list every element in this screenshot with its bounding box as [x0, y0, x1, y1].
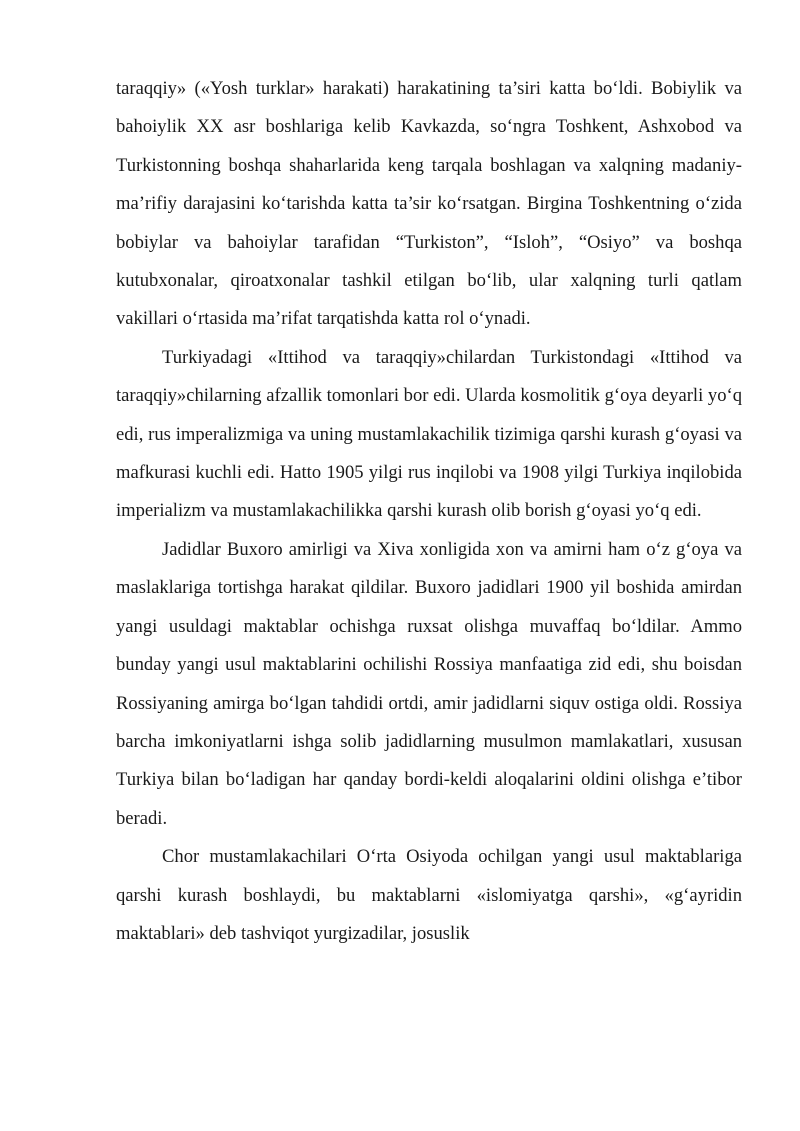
- paragraph-3: Jadidlar Buxoro amirligi va Xiva xonligida xon va amirni ham o‘z g‘oya va maslaklariga tortishga harakat qildilar. Buxoro jadidlari 1900 yil boshida amirdan yangi usuldagi maktablar ochishga ruxsat olishga muvaffaq bo‘ldilar. Ammo bunday yangi usul maktablarini ochilishi Rossiya manfaatiga zid edi, shu boisdan Rossiyaning amirga bo‘lgan tahdidi ortdi, amir jadidlarni siquv ostiga oldi. Rossiya barcha imkoniyatlarni ishga solib jadidlarning musulmon mamlakatlari, xususan Turkiya bilan bo‘ladigan har qanday bordi-keldi aloqalarini oldini olishga e’tibor beradi.: [116, 538, 742, 829]
- paragraph-2: Turkiyadagi «Ittihod va taraqqiy»chilardan Turkistondagi «Ittihod va taraqqiy»chilarning afzallik tomonlari bor edi. Ularda kosmolitik g‘oya deyarli yo‘q edi, rus imperalizmiga va uning mustamlakachilik tizimiga qarshi kurash g‘oyasi va mafkurasi kuchli edi. Hatto 1905 yilgi rus inqilobi va 1908 yilgi Turkiya inqilobida imperializm va mustamlakachilikka qarshi kurash olib borish g‘oyasi yo‘q edi.: [116, 346, 742, 522]
- document-page: [116, 70, 742, 953]
- paragraph-4: Chor mustamlakachilari O‘rta Osiyoda ochilgan yangi usul maktablariga qarshi kurash boshlaydi, bu maktablarni «islomiyatga qarshi», «g‘ayridin maktablari» deb tashviqot yurgizadilar, josuslik: [116, 846, 742, 944]
- paragraph-1: taraqqiy» («Yosh turklar» harakati) harakatining ta’siri katta bo‘ldi. Bobiylik va bahoiylik XX asr boshlariga kelib Kavkazda, so‘ngra Toshkent, Ashxobod va Turkistonning boshqa shaharlarida keng tarqala boshlagan va xalqning madaniy-ma’rifiy darajasini ko‘tarishda katta ta’sir ko‘rsatgan. Birgina Toshkentning o‘zida bobiylar va bahoiylar tarafidan “Turkiston”, “Isloh”, “Osiyo” va boshqa kutubxonalar, qiroatxonalar tashkil etilgan bo‘lib, ular xalqning turli qatlam vakillari o‘rtasida ma’rifat tarqatishda katta rol o‘ynadi.: [116, 78, 742, 330]
